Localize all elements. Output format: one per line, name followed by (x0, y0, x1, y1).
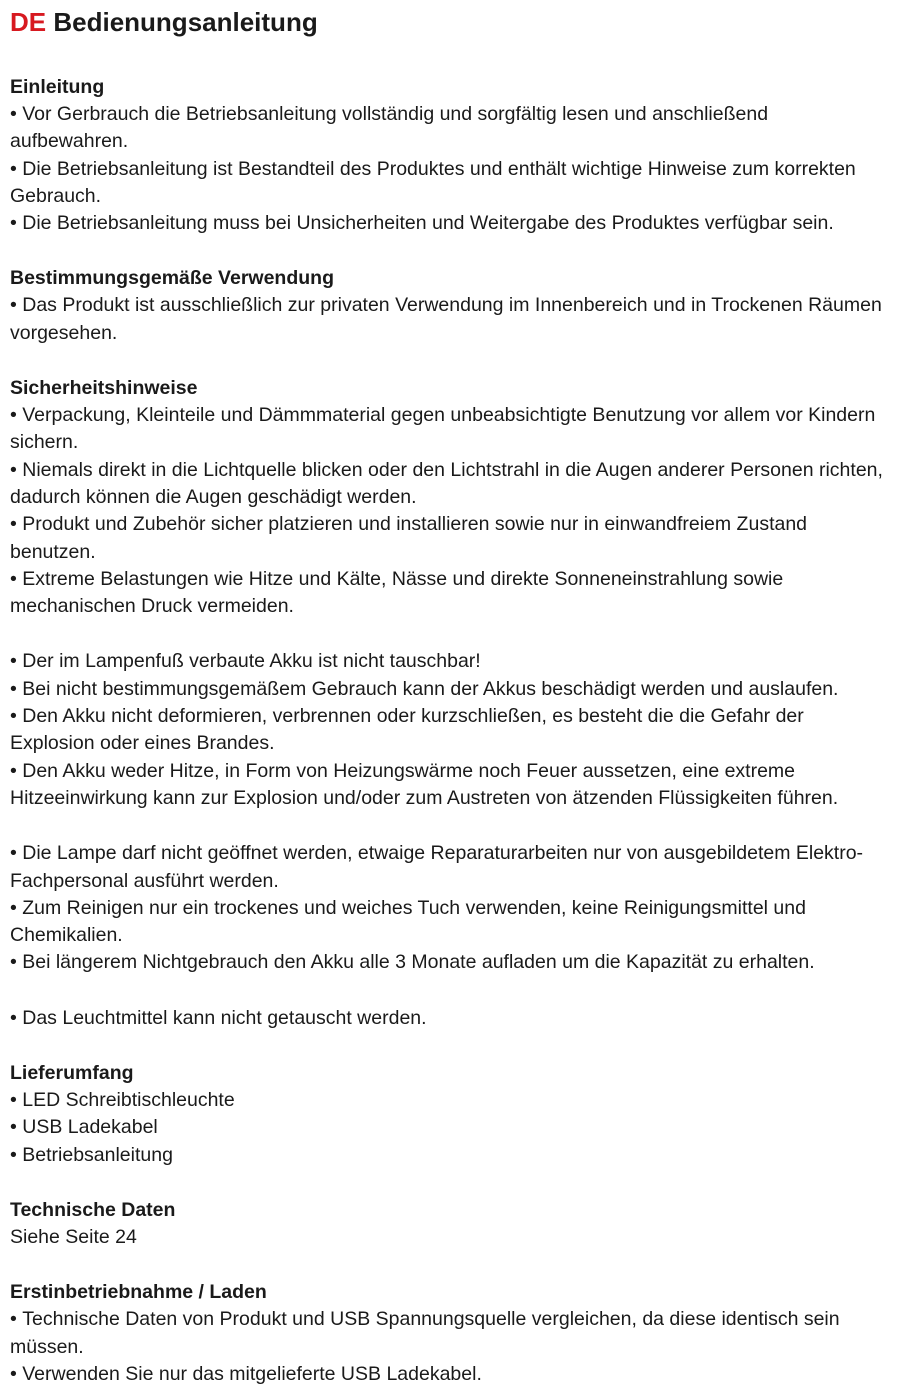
section-einleitung (10, 74, 891, 237)
section-heading: Lieferumfang (10, 1062, 134, 1085)
section-heading: Bestimmungsgemäße Verwendung (10, 267, 334, 290)
section-heading: Erstinbetriebnahme / Laden (10, 1281, 267, 1304)
section-heading: Einleitung (10, 76, 105, 98)
list-item: • Betriebsanleitung (10, 1142, 891, 1169)
list-item: • USB Ladekabel (10, 1114, 891, 1141)
section-heading: Sicherheitshinweise (10, 377, 198, 400)
list-item: • Die Lampe darf nicht geöffnet werden, etwaige Reparaturarbeiten nur von ausgebildetem Elektro-Fachpersonal ausführt werden. (10, 840, 891, 895)
section-verwendung (10, 265, 891, 347)
list-item: • Vor Gerbrauch die Betriebsanleitung vollständig und sorgfältig lesen und anschließend aufbewahren. (10, 101, 891, 156)
list-item: • Das Produkt ist ausschließlich zur privaten Verwendung im Innenbereich und in Trockenen Räumen vorgesehen. (10, 292, 891, 347)
section-technik (10, 1197, 891, 1251)
list-item: • Bei längerem Nichtgebrauch den Akku alle 3 Monate aufladen um die Kapazität zu erhalten. (10, 949, 891, 976)
list-item: • Bei nicht bestimmungsgemäßem Gebrauch kann der Akkus beschädigt werden und auslaufen. (10, 676, 891, 703)
section-sicherheit (10, 375, 891, 620)
section-erstinbetrieb (10, 1279, 891, 1388)
list-item: • Die Betriebsanleitung muss bei Unsicherheiten und Weitergabe des Produktes verfügbar sein. (10, 210, 891, 237)
list-item: • Den Akku weder Hitze, in Form von Heizungswärme noch Feuer aussetzen, eine extreme Hitzeeinwirkung kann zur Explosion und/oder zum Austreten von ätzenden Flüssigkeiten führen. (10, 758, 891, 813)
title-text: Bedienungsanleitung (53, 7, 318, 37)
list-item: • Niemals direkt in die Lichtquelle blicken oder den Lichtstrahl in die Augen anderer Personen richten, dadurch können die Augen geschädigt werden. (10, 457, 891, 512)
list-item: • LED Schreibtischleuchte (10, 1087, 891, 1114)
list-item: • Verwenden Sie nur das mitgelieferte USB Ladekabel. (10, 1361, 891, 1388)
list-item: • Die Betriebsanleitung ist Bestandteil des Produktes und enthält wichtige Hinweise zum korrekten Gebrauch. (10, 156, 891, 211)
list-item: • Das Leuchtmittel kann nicht getauscht werden. (10, 1005, 891, 1032)
list-item: • Den Akku nicht deformieren, verbrennen oder kurzschließen, es besteht die die Gefahr der Explosion oder eines Brandes. (10, 703, 891, 758)
list-item: • Verpackung, Kleinteile und Dämmmaterial gegen unbeabsichtigte Benutzung vor allem vor Kindern sichern. (10, 402, 891, 457)
list-item: • Extreme Belastungen wie Hitze und Kälte, Nässe und direkte Sonneneinstrahlung sowie mechanischen Druck vermeiden. (10, 566, 891, 621)
language-code: DE (10, 7, 47, 37)
list-item: • Produkt und Zubehör sicher platzieren und installieren sowie nur in einwandfreiem Zustand benutzen. (10, 511, 891, 566)
list-item: • Der im Lampenfuß verbaute Akku ist nicht tauschbar! (10, 648, 891, 675)
section-lieferumfang (10, 1060, 891, 1169)
section-lampe-hinweise (10, 840, 891, 976)
section-akku-hinweise (10, 648, 891, 812)
list-item: • Technische Daten von Produkt und USB Spannungsquelle vergleichen, da diese identisch sein müssen. (10, 1306, 891, 1361)
section-heading: Technische Daten (10, 1198, 176, 1221)
page-title (10, 4, 891, 40)
section-text: Siehe Seite 24 (10, 1225, 137, 1248)
section-leuchtmittel (10, 1005, 891, 1032)
list-item: • Zum Reinigen nur ein trockenes und weiches Tuch verwenden, keine Reinigungsmittel und Chemikalien. (10, 895, 891, 950)
